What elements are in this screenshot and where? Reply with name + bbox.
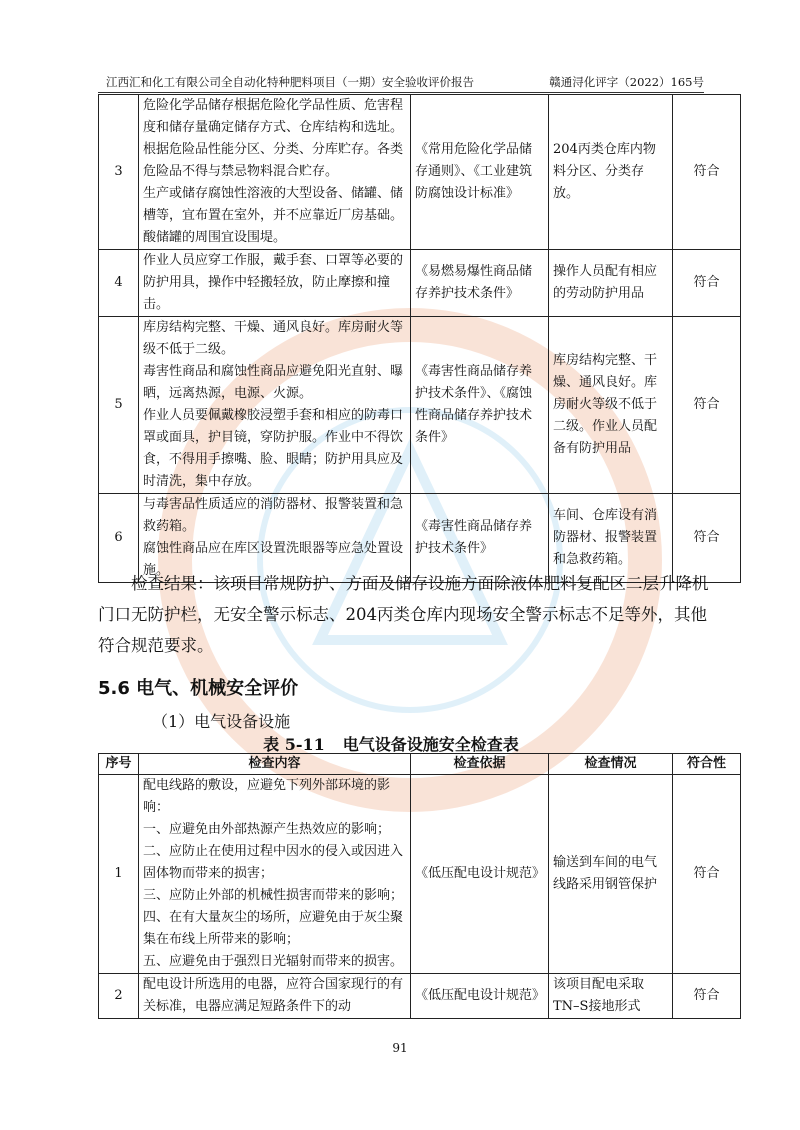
check-content [139,974,411,1019]
content-paragraph: 作业人员应穿工作服，戴手套、口罩等必要的防护用具，操作中轻搬轻放，防止摩擦和撞击。 [143,253,404,312]
content-paragraph: 生产或储存腐蚀性溶液的大型设备、储罐、储槽等，宜布置在室外，并不应靠近厂房基础。酸储罐的周围宜设围堤。 [143,186,404,245]
compliance-result: 符合 [673,95,741,250]
table-caption-label: 表 5-11 [263,735,325,754]
check-situation: 该项目配电采取TN–S接地形式 [549,974,673,1019]
storage-check-table [98,94,741,583]
check-content [139,775,411,974]
page-number: 91 [392,1041,408,1055]
report-title: 江西汇和化工有限公司全自动化特种肥料项目（一期）安全验收评价报告 [106,75,474,89]
row-number: 4 [99,250,139,317]
check-situation: 操作人员配有相应的劳动防护用品 [549,250,673,317]
header-situation: 检查情况 [549,754,673,775]
compliance-result: 符合 [673,250,741,317]
content-paragraph: 一、应避免由外部热源产生热效应的影响； [143,822,391,837]
table-header-row [99,754,741,775]
row-number: 5 [99,317,139,494]
content-paragraph: 三、应防止外部的机械性损害而带来的影响； [143,888,404,903]
table-row [99,317,741,494]
check-content [139,95,411,250]
table-caption [0,732,800,755]
check-basis: 《低压配电设计规范》 [411,775,549,974]
content-paragraph: 五、应避免由于强烈日光辐射而带来的损害。 [143,954,404,969]
row-number: 2 [99,974,139,1019]
check-basis: 《低压配电设计规范》 [411,974,549,1019]
content-paragraph: 四、在有大量灰尘的场所，应避免由于灰尘聚集在布线上所带来的影响； [143,910,404,947]
page-header [98,70,704,93]
compliance-result: 符合 [673,775,741,974]
check-content [139,250,411,317]
content-paragraph: 腐蚀性商品应在库区设置洗眼器等应急处置设施。 [143,541,404,578]
check-content [139,317,411,494]
check-basis: 《毒害性商品储存养护技术条件》、《腐蚀性商品储存养护技术条件》 [411,317,549,494]
content-paragraph: 二、应防止在使用过程中因水的侵入或因进入固体物而带来的损害； [143,844,404,881]
check-situation: 车间、仓库设有消防器材、报警装置和急救药箱。 [549,494,673,583]
row-number: 6 [99,494,139,583]
content-paragraph: 配电线路的敷设，应避免下列外部环境的影响： [143,778,391,815]
row-number: 3 [99,95,139,250]
content-paragraph: 库房结构完整、干燥、通风良好。库房耐火等级不低于二级。 [143,320,404,357]
subsection-heading: （1）电气设备设施 [152,712,291,731]
header-basis: 检查依据 [411,754,549,775]
content-paragraph: 危险化学品储存根据危险化学品性质、危害程度和储存量确定储存方式、仓库结构和选址。 [143,98,404,135]
table-caption-title: 电气设备设施安全检查表 [342,735,519,754]
header-content: 检查内容 [139,754,411,775]
content-paragraph: 毒害性商品和腐蚀性商品应避免阳光直射、曝晒，远离热源，电源、火源。 [143,364,404,401]
compliance-result: 符合 [673,317,741,494]
electrical-check-table [98,753,741,1019]
compliance-result: 符合 [673,974,741,1019]
table-row [99,775,741,974]
content-paragraph: 作业人员要佩戴橡胶浸塑手套和相应的防毒口罩或面具，护目镜，穿防护服。作业中不得饮食，不得用手擦嘴、脸、眼睛；防护用具应及时清洗，集中存放。 [143,408,404,489]
header-no: 序号 [99,754,139,775]
check-basis: 《常用危险化学品储存通则》、《工业建筑防腐蚀设计标准》 [411,95,549,250]
table-row [99,250,741,317]
check-basis: 《易燃易爆性商品储存养护技术条件》 [411,250,549,317]
inspection-conclusion: 检查结果：该项目常规防护、方面及储存设施方面除液体肥料复配区二层升降机门口无防护栏，无安全警示标志、204丙类仓库内现场安全警示标志不足等外，其他符合规范要求。 [98,574,709,655]
content-paragraph: 根据危险品性能分区、分类、分库贮存。各类危险品不得与禁忌物料混合贮存。 [143,142,404,179]
check-situation: 库房结构完整、干燥、通风良好。库房耐火等级不低于二级。作业人员配备有防护用品 [549,317,673,494]
section-heading: 5.6 电气、机械安全评价 [98,678,299,699]
row-number: 1 [99,775,139,974]
content-paragraph: 与毒害品性质适应的消防器材、报警装置和急救药箱。 [143,497,404,534]
compliance-result: 符合 [673,494,741,583]
document-number: 赣通浔化评字（2022）165号 [549,75,704,89]
check-situation: 204丙类仓库内物料分区、分类存放。 [549,95,673,250]
check-basis: 《毒害性商品储存养护技术条件》 [411,494,549,583]
content-paragraph: 配电设计所选用的电器，应符合国家现行的有关标准，电器应满足短路条件下的动 [143,977,404,1014]
table-row [99,95,741,250]
check-situation: 输送到车间的电气线路采用钢管保护 [549,775,673,974]
table-row [99,974,741,1019]
header-result: 符合性 [673,754,741,775]
